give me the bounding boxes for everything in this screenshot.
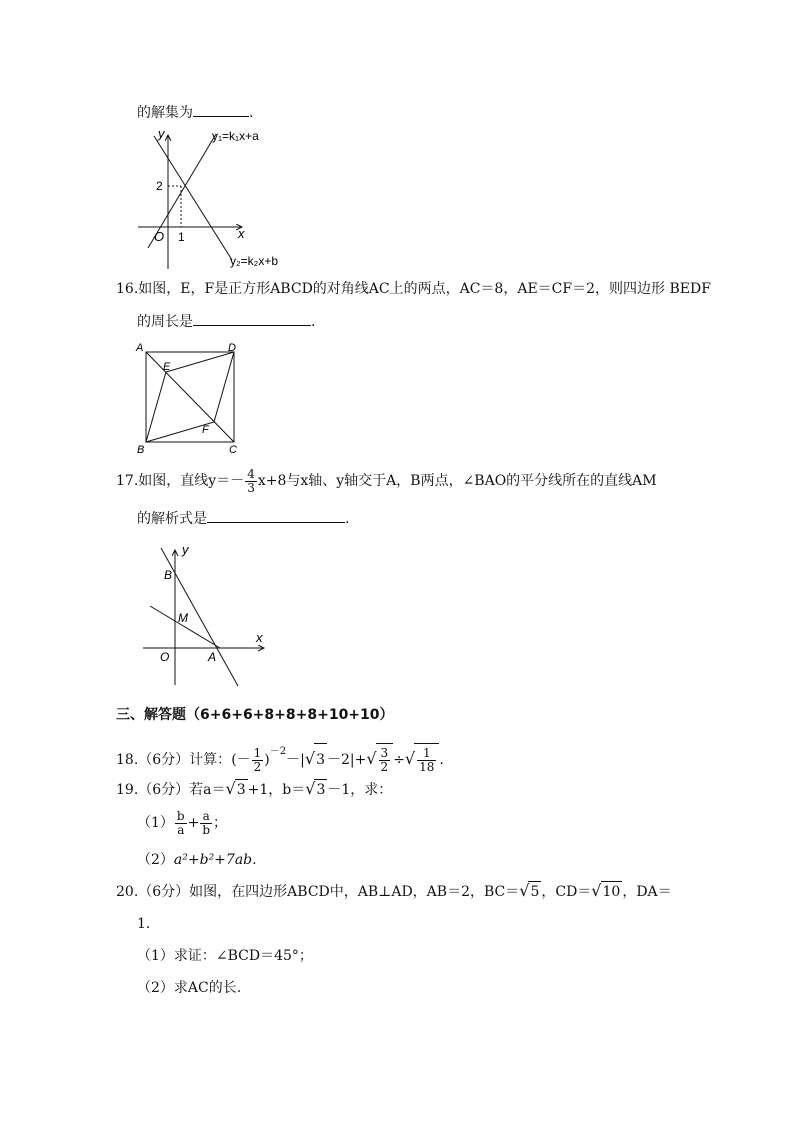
q15-text	[137, 102, 253, 123]
q20-radical-icon: √	[519, 881, 530, 900]
q17-label-B: B	[164, 568, 173, 582]
section3-title: 三、解答题（6+6+6+8+8+8+10+10）	[116, 707, 394, 723]
q15-tail: 的解集为	[137, 105, 193, 121]
q16-label-D: D	[228, 342, 236, 354]
q18-f2-num: 3	[380, 745, 389, 760]
q18-radical-icon-2: √	[366, 749, 377, 768]
q20-part2: （2）求AC的长.	[137, 980, 242, 996]
q19-p1-label: （1）	[137, 815, 174, 831]
q17-frac-den: 3	[247, 480, 255, 495]
q15-y-label: y	[158, 126, 165, 141]
q18-fraction-1	[252, 747, 264, 774]
q17-y-label: y	[182, 542, 189, 557]
q20-number: 20.	[116, 884, 139, 900]
q15-tick-y: 2	[156, 179, 163, 193]
q18-divide: ÷	[393, 752, 405, 768]
q16-end: .	[311, 314, 316, 330]
q20-text	[116, 881, 672, 902]
q19-sqrt-1: 3	[235, 779, 248, 800]
q16-label-B: B	[137, 444, 145, 456]
q16-number: 16.	[116, 281, 139, 297]
q18-f1-den: 2	[253, 759, 262, 774]
q17-post: x+8与x轴、y轴交于A，B两点，∠BAO的平分线所在的直线AM	[257, 473, 657, 489]
q16-text	[116, 279, 711, 299]
q17-graph	[138, 540, 278, 690]
q20-sqrt-1: 5	[528, 881, 541, 902]
q15-tick-x: 1	[178, 230, 185, 244]
q20-text-b: ，CD＝	[541, 884, 592, 900]
q17-frac-num: 4	[247, 466, 255, 481]
q19-p1-f1-num: b	[176, 808, 185, 823]
q17-origin-label: O	[160, 650, 170, 664]
q15-graph	[120, 122, 310, 272]
q18-score: （6分）计算：	[138, 752, 232, 768]
q19-text-b: +1，b＝	[247, 782, 306, 798]
q19-radical-icon-2: √	[305, 779, 316, 798]
q19-part2	[137, 850, 257, 870]
q18-radical-icon-3: √	[404, 749, 416, 768]
q18-sqrt-frac	[376, 743, 394, 776]
q17-label-M: M	[178, 611, 188, 625]
q17-x-label: x	[256, 630, 263, 645]
q18-sqrt3: 3	[314, 743, 327, 776]
q16-square-figure	[134, 340, 244, 455]
q19-text-c: －1，求：	[327, 782, 393, 798]
q16-answer-blank[interactable]	[193, 311, 311, 326]
q19-number: 19.	[116, 782, 139, 798]
q17-line2-text: 的解析式是	[137, 511, 207, 527]
q16-label-E: E	[163, 361, 171, 373]
q17-end: .	[345, 511, 350, 527]
q17-text	[116, 466, 657, 496]
q17-line2	[137, 508, 349, 529]
q19-part1	[137, 808, 227, 838]
q15-line2	[154, 136, 232, 260]
q15-end: .	[249, 105, 254, 121]
q17-answer-blank[interactable]	[207, 508, 345, 523]
q19-p1-plus: +	[187, 815, 200, 831]
q17-number: 17.	[116, 473, 139, 489]
q20-text-c: ，DA＝	[622, 884, 672, 900]
q18-paren-open: (－	[231, 752, 251, 768]
q19-p2-expr: a²+b²+7ab.	[173, 852, 257, 868]
q18-text	[116, 736, 444, 776]
q20-line2: 1.	[137, 916, 151, 932]
q19-p1-end: ；	[213, 815, 228, 831]
q19-p1-f2-num: a	[200, 810, 212, 824]
q19-text-a: （6分）若a＝	[138, 782, 226, 798]
q16-label-F: F	[202, 424, 209, 436]
q19-sqrt-2: 3	[314, 779, 327, 800]
q18-end: .	[439, 752, 444, 768]
q18-fraction-2	[379, 747, 391, 774]
q19-p1-frac-2	[200, 810, 212, 837]
q18-sqrt-frac-2	[414, 743, 439, 776]
q19-p1-f2-den: b	[202, 822, 211, 837]
q18-minus-abs: －|	[286, 752, 305, 768]
q16-line2	[137, 311, 315, 332]
q15-line1-label: y₁=k₁x+a	[212, 129, 259, 143]
q18-radical-icon: √	[304, 749, 316, 768]
q15-answer-blank[interactable]	[193, 102, 249, 117]
q20-text-a: （6分）如图，在四边形ABCD中，AB⊥AD，AB＝2，BC＝	[138, 884, 520, 900]
q15-origin-label: O	[154, 229, 165, 244]
q15-line2-label: y₂=k₂x+b	[230, 254, 279, 268]
q19-p2-label: （2）	[137, 852, 174, 868]
q18-exponent: －2	[269, 746, 287, 757]
q18-f3-num: 1	[417, 747, 436, 761]
q18-f2-den: 2	[380, 759, 389, 774]
q20-radical-icon-2: √	[591, 881, 602, 900]
q19-p1-frac-1	[175, 810, 187, 837]
q16-label-A: A	[136, 342, 144, 354]
q15-x-label: x	[238, 226, 245, 241]
q18-fraction-3	[417, 747, 436, 774]
q18-f3-den: 18	[419, 759, 435, 774]
q19-text	[116, 779, 392, 800]
q19-radical-icon: √	[225, 779, 236, 798]
q16-label-C: C	[229, 444, 237, 456]
q17-line-ab	[161, 548, 238, 686]
q19-p1-f1-den: a	[177, 822, 185, 837]
q17-fraction	[245, 468, 257, 495]
q16-line2-text: 的周长是	[137, 314, 193, 330]
q18-abs-tail: －2|+	[326, 752, 367, 768]
q20-sqrt-2: 10	[601, 881, 623, 902]
q18-paren-close: )	[264, 752, 270, 768]
q16-stem: 如图，E，F是正方形ABCD的对角线AC上的两点，AC＝8，AE＝CF＝2，则四边形 BEDF	[138, 281, 711, 297]
q20-part1: （1）求证：∠BCD＝45°；	[137, 948, 313, 964]
q18-number: 18.	[116, 752, 139, 768]
q17-label-A: A	[208, 650, 217, 664]
q18-f1-num: 1	[253, 745, 262, 760]
q17-pre: 如图，直线y＝－	[138, 473, 245, 489]
